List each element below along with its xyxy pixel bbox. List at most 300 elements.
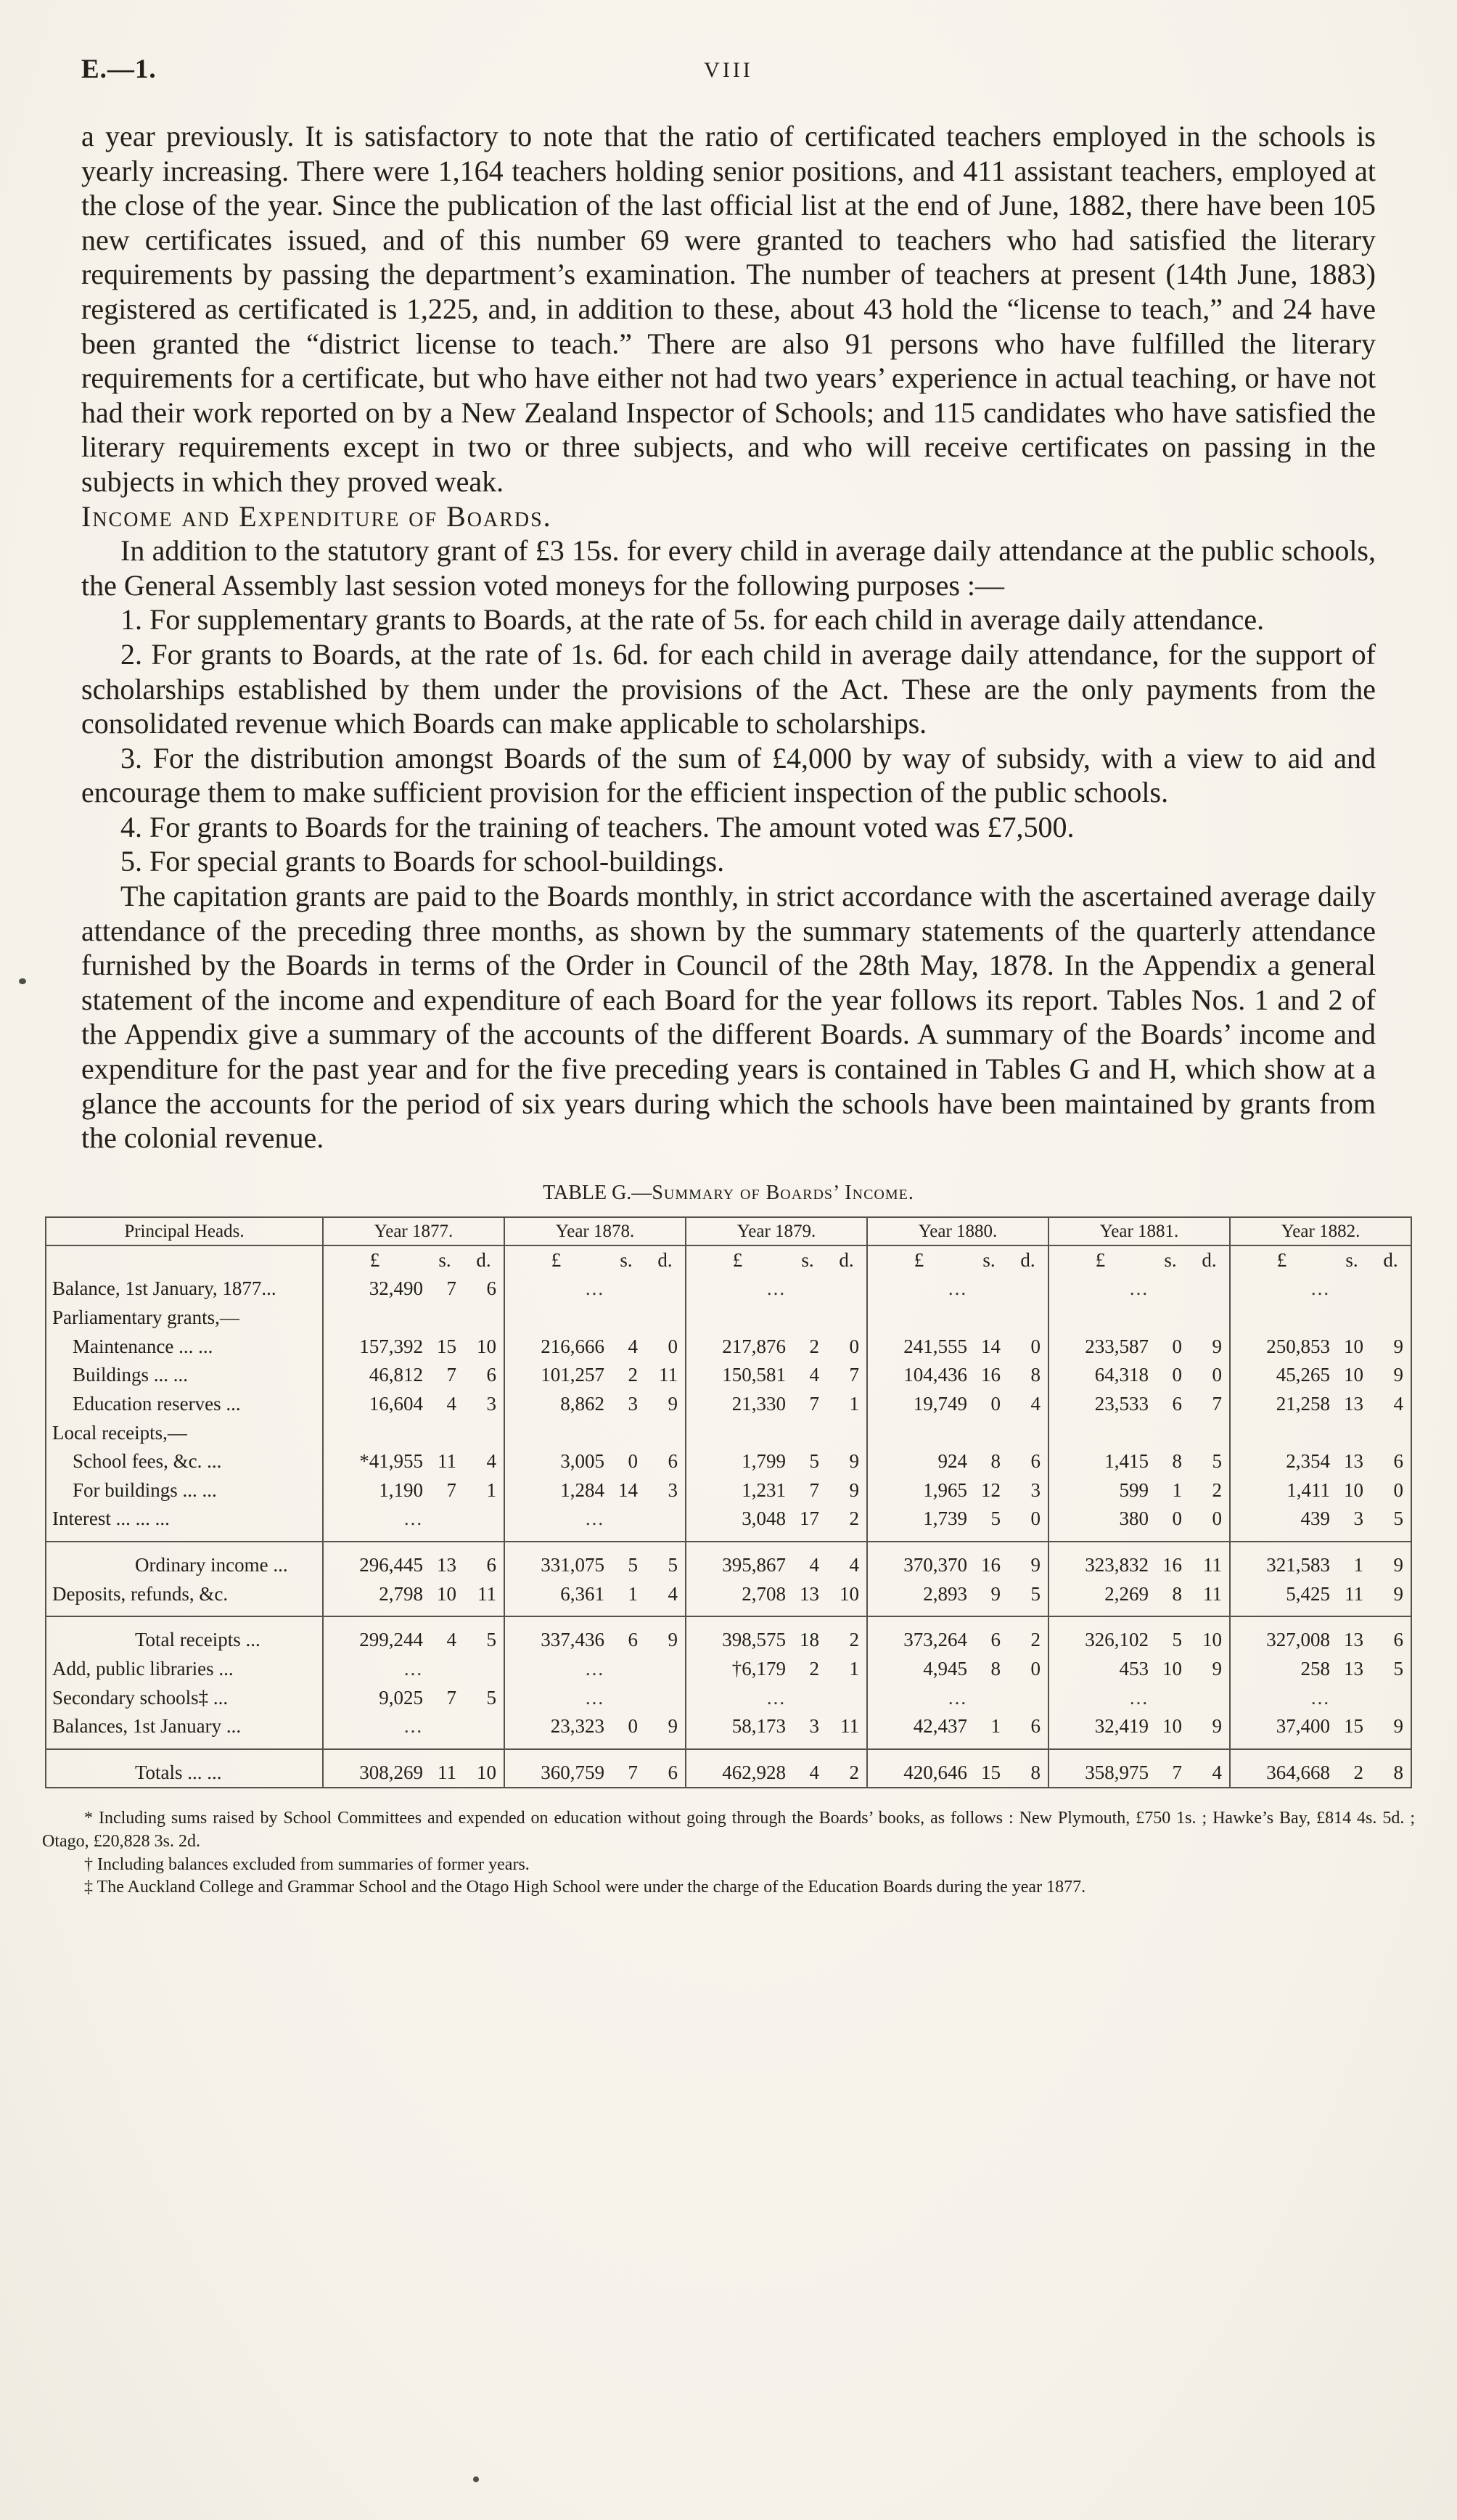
amount-cell: 6: [970, 1616, 1008, 1655]
table-row: [46, 1333, 1411, 1362]
row-label: Buildings ... ...: [72, 1364, 188, 1386]
table-row: [46, 1712, 1411, 1749]
amount-cell: 1,284: [504, 1476, 607, 1505]
page-number: VIII: [704, 58, 753, 82]
amount-cell: 45,265: [1230, 1361, 1333, 1390]
table-body: [46, 1245, 1411, 1788]
amount-cell: 23,323: [504, 1712, 607, 1749]
row-label: Balances, 1st January ...: [52, 1715, 242, 1738]
row-label: Parliamentary grants,—: [52, 1306, 239, 1329]
amount-cell: 599: [1048, 1476, 1152, 1505]
amount-cell: 380: [1048, 1505, 1152, 1542]
list-item-2: 2. For grants to Boards, at the rate of 1s. 6d. for each child in average daily attendance, for the support of scholarships established by them under the provisions of the Act. These are the only payments from the consolidated revenue which Boards can make applicable to scholarships.: [81, 637, 1376, 740]
amount-cell: 11: [1203, 1582, 1223, 1605]
amount-cell: 5: [1212, 1450, 1223, 1473]
amount-cell: 360,759: [504, 1749, 607, 1788]
amount-cell: 4: [826, 1542, 867, 1580]
table-row: [46, 1542, 1411, 1580]
amount-cell: 1: [1333, 1542, 1371, 1580]
row-label: Secondary schools‡ ...: [52, 1686, 229, 1709]
amount-cell: 1,411: [1230, 1476, 1333, 1505]
amount-cell: 924: [867, 1447, 970, 1476]
table-row: [46, 1505, 1411, 1542]
amount-cell: 5: [809, 1450, 819, 1473]
amount-cell: 364,668: [1230, 1749, 1333, 1788]
year-header: Year 1880.: [867, 1217, 1048, 1245]
blank-cell: [504, 1419, 686, 1448]
amount-cell: 420,646: [867, 1749, 970, 1788]
amount-cell: 15: [1344, 1715, 1364, 1738]
currency-header: £: [1048, 1245, 1152, 1275]
body-text: [81, 119, 1376, 1155]
amount-cell: 9: [668, 1392, 678, 1415]
amount-cell: 453: [1048, 1655, 1152, 1684]
amount-cell: 9: [849, 1450, 859, 1473]
amount-cell: 8: [1030, 1364, 1041, 1386]
amount-cell: 10: [1189, 1616, 1230, 1655]
amount-cell: 8: [1172, 1582, 1183, 1605]
table-row: [46, 1447, 1411, 1476]
currency-header: £: [867, 1245, 970, 1275]
amount-cell: 11: [426, 1749, 464, 1788]
empty-cell: ...: [504, 1684, 686, 1713]
amount-cell: 14: [617, 1478, 638, 1501]
amount-cell: 32,490: [323, 1275, 426, 1304]
amount-cell: 3: [809, 1715, 819, 1738]
amount-cell: 0: [1212, 1508, 1223, 1530]
amount-cell: 5: [607, 1542, 645, 1580]
amount-cell: 323,832: [1048, 1542, 1152, 1580]
currency-header: s.: [982, 1248, 996, 1271]
amount-cell: 4: [486, 1450, 496, 1473]
amount-cell: 7: [446, 1277, 456, 1300]
row-label: Add, public libraries ...: [52, 1657, 234, 1680]
amount-cell: 1: [990, 1715, 1001, 1738]
blank-cell: [323, 1304, 504, 1333]
amount-cell: 11: [437, 1450, 456, 1473]
paragraph-capitation: The capitation grants are paid to the Boards monthly, in strict accordance with the ascertained average daily attendance of the preceding three months, as shown by the summary statements of the quarterly attendance furnished by the Boards in terms of the Order in Council of the 28th May, 1878. In the Appendix a general statement of the income and expenditure of each Board for the year follows its report. Tables Nos. 1 and 2 of the Appendix give a summary of the accounts of the different Boards. A summary of the Boards’ income and expenditure for the past year and for the five preceding years is contained in Tables G and H, which show at a glance the accounts for the period of six years during which the schools have been maintained by grants from the colonial revenue.: [81, 880, 1376, 1155]
table-block: [0, 1182, 1457, 1789]
amount-cell: 358,975: [1048, 1749, 1152, 1788]
empty-cell: ...: [323, 1655, 504, 1684]
amount-cell: 1: [849, 1657, 859, 1680]
blank-cell: [867, 1304, 1048, 1333]
amount-cell: 10: [1162, 1715, 1183, 1738]
empty-cell: ...: [867, 1275, 1048, 1304]
currency-header: d.: [1020, 1248, 1035, 1271]
amount-cell: 4: [426, 1616, 464, 1655]
income-table: [45, 1216, 1412, 1789]
amount-cell: 4: [628, 1335, 638, 1357]
currency-header-row: [46, 1245, 1411, 1275]
amount-cell: 3: [668, 1478, 678, 1501]
empty-cell: ...: [323, 1712, 504, 1749]
table-row: [46, 1419, 1411, 1448]
empty-cell: ...: [686, 1275, 867, 1304]
amount-cell: 13: [1344, 1450, 1364, 1473]
amount-cell: 5: [990, 1508, 1001, 1530]
amount-cell: 1: [1172, 1478, 1183, 1501]
empty-cell: ...: [323, 1505, 504, 1542]
amount-cell: 58,173: [686, 1712, 789, 1749]
amount-cell: 11: [477, 1582, 496, 1605]
principal-heads-header: Principal Heads.: [46, 1217, 323, 1245]
amount-cell: 5: [1152, 1616, 1189, 1655]
amount-cell: 4,945: [867, 1655, 970, 1684]
amount-cell: 4: [1189, 1749, 1230, 1788]
amount-cell: 9: [990, 1582, 1001, 1605]
table-row: [46, 1275, 1411, 1304]
row-label: Ordinary income ...: [46, 1542, 323, 1580]
amount-cell: *41,955: [323, 1447, 426, 1476]
amount-cell: 326,102: [1048, 1616, 1152, 1655]
amount-cell: 4: [1030, 1392, 1041, 1415]
currency-header: d.: [1202, 1248, 1217, 1271]
amount-cell: 37,400: [1230, 1712, 1333, 1749]
amount-cell: 16: [981, 1364, 1001, 1386]
amount-cell: 15: [436, 1335, 456, 1357]
amount-cell: 9: [849, 1478, 859, 1501]
year-header: Year 1877.: [323, 1217, 504, 1245]
table-head: [46, 1217, 1411, 1245]
amount-cell: 2: [826, 1749, 867, 1788]
amount-cell: 0: [849, 1335, 859, 1357]
amount-cell: 9: [668, 1715, 678, 1738]
amount-cell: 0: [1030, 1657, 1041, 1680]
amount-cell: 10: [1162, 1657, 1183, 1680]
amount-cell: 0: [668, 1335, 678, 1357]
currency-header: s.: [801, 1248, 814, 1271]
footnotes: [42, 1807, 1415, 1899]
amount-cell: 0: [1172, 1508, 1183, 1530]
currency-header: d.: [657, 1248, 673, 1271]
amount-cell: 3: [486, 1392, 496, 1415]
amount-cell: 5: [645, 1542, 686, 1580]
currency-header: £: [504, 1245, 607, 1275]
table-row: [46, 1304, 1411, 1333]
amount-cell: 9,025: [323, 1684, 426, 1713]
table-title-main: Summary of Boards’ Income.: [652, 1181, 914, 1204]
amount-cell: †6,179: [686, 1655, 789, 1684]
amount-cell: 5,425: [1230, 1580, 1333, 1617]
currency-header: s.: [1345, 1248, 1358, 1271]
amount-cell: 42,437: [867, 1712, 970, 1749]
amount-cell: 1,231: [686, 1476, 789, 1505]
amount-cell: 308,269: [323, 1749, 426, 1788]
currency-header: £: [323, 1245, 426, 1275]
amount-cell: 4: [789, 1542, 826, 1580]
amount-cell: 6: [645, 1749, 686, 1788]
empty-cell: ...: [1048, 1684, 1230, 1713]
amount-cell: 13: [1344, 1657, 1364, 1680]
amount-cell: 299,244: [323, 1616, 426, 1655]
amount-cell: 4: [809, 1364, 819, 1386]
table-header-row: [46, 1217, 1411, 1245]
amount-cell: 8,862: [504, 1390, 607, 1419]
amount-cell: 0: [1212, 1364, 1223, 1386]
amount-cell: 19,749: [867, 1390, 970, 1419]
currency-header: d.: [1383, 1248, 1398, 1271]
blank-cell: [867, 1419, 1048, 1448]
empty-cell: ...: [504, 1505, 686, 1542]
amount-cell: 2: [849, 1508, 859, 1530]
amount-cell: 5: [464, 1616, 504, 1655]
amount-cell: 9: [1371, 1542, 1411, 1580]
row-label: Balance, 1st January, 1877...: [52, 1277, 276, 1300]
blank-cell: [1230, 1304, 1411, 1333]
amount-cell: 2: [809, 1657, 819, 1680]
amount-cell: 6: [1172, 1392, 1183, 1415]
amount-cell: 9: [1008, 1542, 1048, 1580]
amount-cell: 1: [628, 1582, 638, 1605]
amount-cell: 370,370: [867, 1542, 970, 1580]
year-header: Year 1878.: [504, 1217, 686, 1245]
currency-header: £: [1230, 1245, 1333, 1275]
amount-cell: 1,965: [867, 1476, 970, 1505]
amount-cell: 0: [1393, 1478, 1404, 1501]
amount-cell: 10: [1344, 1364, 1364, 1386]
section-heading: Income and Expenditure of Boards.: [81, 499, 552, 533]
amount-cell: 3: [628, 1392, 638, 1415]
blank-cell: [1048, 1419, 1230, 1448]
amount-cell: 8: [990, 1450, 1001, 1473]
amount-cell: 373,264: [867, 1616, 970, 1655]
list-item-4: 4. For grants to Boards for the training of teachers. The amount voted was £7,500.: [120, 810, 1075, 843]
amount-cell: 0: [990, 1392, 1001, 1415]
empty-cell: ...: [1230, 1275, 1411, 1304]
amount-cell: 7: [446, 1686, 456, 1709]
amount-cell: 321,583: [1230, 1542, 1333, 1580]
amount-cell: 8: [1172, 1450, 1183, 1473]
amount-cell: 10: [464, 1749, 504, 1788]
amount-cell: 8: [1371, 1749, 1411, 1788]
paragraph-continuation: a year previously. It is satisfactory to note that the ratio of certificated teachers employed in the schools is yearly increasing. There were 1,164 teachers holding senior positions, and 411 assistant teachers, employed at the close of the year. Since the publication of the last official list at the end of June, 1882, there have been 105 new certificates issued, and of this number 69 were granted to teachers who had satisfied the literary requirements by passing the department’s examination. The number of teachers at present (14th June, 1883) registered as certificated is 1,225, and, in addition to these, about 43 hold the “license to teach,” and 24 have been granted the “district license to teach.” There are also 91 persons who have fulfilled the literary requirements for a certificate, but who have either not had two years’ experience in actual teaching, or have not had their work reported on by a New Zealand Inspector of Schools; and 115 candidates who have satisfied the literary requirements except in two or three subjects, and who will receive certificates on passing in the subjects in which they proved weak.: [81, 120, 1376, 498]
amount-cell: 9: [1393, 1582, 1404, 1605]
amount-cell: 11: [1189, 1542, 1230, 1580]
row-label: Local receipts,—: [52, 1421, 187, 1444]
amount-cell: 1,415: [1048, 1447, 1152, 1476]
amount-cell: 217,876: [686, 1333, 789, 1362]
amount-cell: 0: [628, 1715, 638, 1738]
amount-cell: 6: [1030, 1715, 1041, 1738]
year-header: Year 1879.: [686, 1217, 867, 1245]
amount-cell: 6: [464, 1542, 504, 1580]
amount-cell: 9: [1393, 1364, 1404, 1386]
row-label: Interest ... ... ...: [52, 1508, 170, 1530]
list-item-3: 3. For the distribution amongst Boards of the sum of £4,000 by way of subsidy, with a view to aid and encourage them to make sufficient provision for the efficient inspection of the public schools.: [81, 741, 1376, 809]
amount-cell: 6: [607, 1616, 645, 1655]
blank-cell: [1048, 1304, 1230, 1333]
amount-cell: 9: [1212, 1335, 1223, 1357]
row-label: Maintenance ... ...: [72, 1335, 213, 1357]
amount-cell: 7: [607, 1749, 645, 1788]
amount-cell: 16: [1152, 1542, 1189, 1580]
amount-cell: 2,354: [1230, 1447, 1333, 1476]
amount-cell: 10: [1344, 1335, 1364, 1357]
amount-cell: 15: [970, 1749, 1008, 1788]
list-item-5: 5. For special grants to Boards for school-buildings.: [120, 845, 725, 878]
footnote-dagger: † Including balances excluded from summaries of former years.: [84, 1854, 530, 1874]
amount-cell: 439: [1230, 1505, 1333, 1542]
amount-cell: 2: [628, 1364, 638, 1386]
amount-cell: 7: [849, 1364, 859, 1386]
table-row: [46, 1580, 1411, 1617]
amount-cell: 6: [1030, 1450, 1041, 1473]
amount-cell: 23,533: [1048, 1390, 1152, 1419]
amount-cell: 7: [446, 1478, 456, 1501]
amount-cell: 6: [1393, 1450, 1404, 1473]
amount-cell: 6: [486, 1277, 496, 1300]
empty-cell: ...: [504, 1275, 686, 1304]
amount-cell: 0: [628, 1450, 638, 1473]
amount-cell: 8: [1008, 1749, 1048, 1788]
amount-cell: 12: [981, 1478, 1001, 1501]
amount-cell: 216,666: [504, 1333, 607, 1362]
amount-cell: 8: [990, 1657, 1001, 1680]
year-header: Year 1882.: [1230, 1217, 1411, 1245]
amount-cell: 13: [799, 1582, 819, 1605]
table-row: [46, 1361, 1411, 1390]
amount-cell: 337,436: [504, 1616, 607, 1655]
currency-header: d.: [476, 1248, 491, 1271]
amount-cell: 0: [1030, 1335, 1041, 1357]
amount-cell: 7: [809, 1392, 819, 1415]
amount-cell: 17: [799, 1508, 819, 1530]
amount-cell: 398,575: [686, 1616, 789, 1655]
amount-cell: 2: [809, 1335, 819, 1357]
amount-cell: 150,581: [686, 1361, 789, 1390]
amount-cell: 10: [436, 1582, 456, 1605]
amount-cell: 1,739: [867, 1505, 970, 1542]
amount-cell: 0: [1172, 1364, 1183, 1386]
row-label: Total receipts ...: [46, 1616, 323, 1655]
empty-cell: ...: [1230, 1684, 1411, 1713]
blank-cell: [46, 1245, 323, 1275]
amount-cell: 4: [789, 1749, 826, 1788]
amount-cell: 3,048: [686, 1505, 789, 1542]
amount-cell: 4: [446, 1392, 456, 1415]
row-label: Totals ... ...: [46, 1749, 323, 1788]
amount-cell: 13: [1333, 1616, 1371, 1655]
amount-cell: 9: [1212, 1657, 1223, 1680]
amount-cell: 9: [645, 1616, 686, 1655]
amount-cell: 10: [840, 1582, 859, 1605]
empty-cell: ...: [1048, 1275, 1230, 1304]
blank-cell: [686, 1304, 867, 1333]
table-row: [46, 1749, 1411, 1788]
amount-cell: 18: [789, 1616, 826, 1655]
amount-cell: 2,893: [867, 1580, 970, 1617]
amount-cell: 2: [1212, 1478, 1223, 1501]
amount-cell: 233,587: [1048, 1333, 1152, 1362]
amount-cell: 1,190: [323, 1476, 426, 1505]
table-row: [46, 1684, 1411, 1713]
amount-cell: 4: [668, 1582, 678, 1605]
amount-cell: 331,075: [504, 1542, 607, 1580]
row-label: School fees, &c. ...: [72, 1450, 222, 1473]
amount-cell: 1: [486, 1478, 496, 1501]
amount-cell: 0: [1172, 1335, 1183, 1357]
list-item-1: 1. For supplementary grants to Boards, at the rate of 5s. for each child in average daily attendance.: [120, 603, 1265, 637]
amount-cell: 9: [1393, 1335, 1404, 1357]
amount-cell: 21,330: [686, 1390, 789, 1419]
amount-cell: 64,318: [1048, 1361, 1152, 1390]
amount-cell: 241,555: [867, 1333, 970, 1362]
amount-cell: 157,392: [323, 1333, 426, 1362]
amount-cell: 9: [1393, 1715, 1404, 1738]
amount-cell: 10: [1344, 1478, 1364, 1501]
paragraph-statutory-grant: In addition to the statutory grant of £3 15s. for every child in average daily attendance at the public schools, the General Assembly last session voted moneys for the following purposes :—: [81, 534, 1376, 602]
blank-cell: [1230, 1419, 1411, 1448]
amount-cell: 13: [426, 1542, 464, 1580]
doc-ref: E.—1.: [81, 54, 157, 84]
amount-cell: 9: [1212, 1715, 1223, 1738]
amount-cell: 7: [1212, 1392, 1223, 1415]
amount-cell: 104,436: [867, 1361, 970, 1390]
amount-cell: 3,005: [504, 1447, 607, 1476]
page-header: [81, 54, 1376, 91]
currency-header: d.: [839, 1248, 854, 1271]
amount-cell: 258: [1230, 1655, 1333, 1684]
scan-speck: [19, 978, 26, 984]
row-label: Deposits, refunds, &c.: [52, 1582, 229, 1605]
amount-cell: 6: [486, 1364, 496, 1386]
amount-cell: 296,445: [323, 1542, 426, 1580]
amount-cell: 7: [1152, 1749, 1189, 1788]
amount-cell: 2,269: [1048, 1580, 1152, 1617]
amount-cell: 11: [1345, 1582, 1364, 1605]
amount-cell: 7: [809, 1478, 819, 1501]
amount-cell: 21,258: [1230, 1390, 1333, 1419]
empty-cell: ...: [686, 1684, 867, 1713]
amount-cell: 327,008: [1230, 1616, 1333, 1655]
footnote-asterisk: * Including sums raised by School Committees and expended on education without going through the Boards’ books, as follows : New Plymouth, £750 1s. ; Hawke’s Bay, £814 4s. 5d. ; Otago, £20,828 3s. 2d.: [42, 1809, 1415, 1852]
amount-cell: 7: [446, 1364, 456, 1386]
amount-cell: 11: [840, 1715, 859, 1738]
amount-cell: 2: [826, 1616, 867, 1655]
amount-cell: 2,708: [686, 1580, 789, 1617]
table-row: [46, 1616, 1411, 1655]
amount-cell: 11: [658, 1364, 678, 1386]
footnote-double-dagger: ‡ The Auckland College and Grammar School and the Otago High School were under the charge of the Education Boards during the year 1877.: [84, 1878, 1086, 1897]
currency-header: s.: [438, 1248, 451, 1271]
amount-cell: 4: [1393, 1392, 1404, 1415]
table-row: [46, 1390, 1411, 1419]
amount-cell: 5: [486, 1686, 496, 1709]
amount-cell: 16: [970, 1542, 1008, 1580]
amount-cell: 32,419: [1048, 1712, 1152, 1749]
empty-cell: ...: [504, 1655, 686, 1684]
amount-cell: 6: [668, 1450, 678, 1473]
amount-cell: 13: [1344, 1392, 1364, 1415]
amount-cell: 46,812: [323, 1361, 426, 1390]
table-row: [46, 1476, 1411, 1505]
amount-cell: 1,799: [686, 1447, 789, 1476]
amount-cell: 16,604: [323, 1390, 426, 1419]
blank-cell: [323, 1419, 504, 1448]
empty-cell: ...: [867, 1684, 1048, 1713]
scan-speck: [473, 2476, 479, 2482]
currency-header: s.: [620, 1248, 633, 1271]
blank-cell: [686, 1419, 867, 1448]
amount-cell: 462,928: [686, 1749, 789, 1788]
amount-cell: 5: [1393, 1508, 1404, 1530]
amount-cell: 2,798: [323, 1580, 426, 1617]
amount-cell: 395,867: [686, 1542, 789, 1580]
currency-header: s.: [1164, 1248, 1177, 1271]
table-title: [0, 1182, 1457, 1205]
amount-cell: 101,257: [504, 1361, 607, 1390]
